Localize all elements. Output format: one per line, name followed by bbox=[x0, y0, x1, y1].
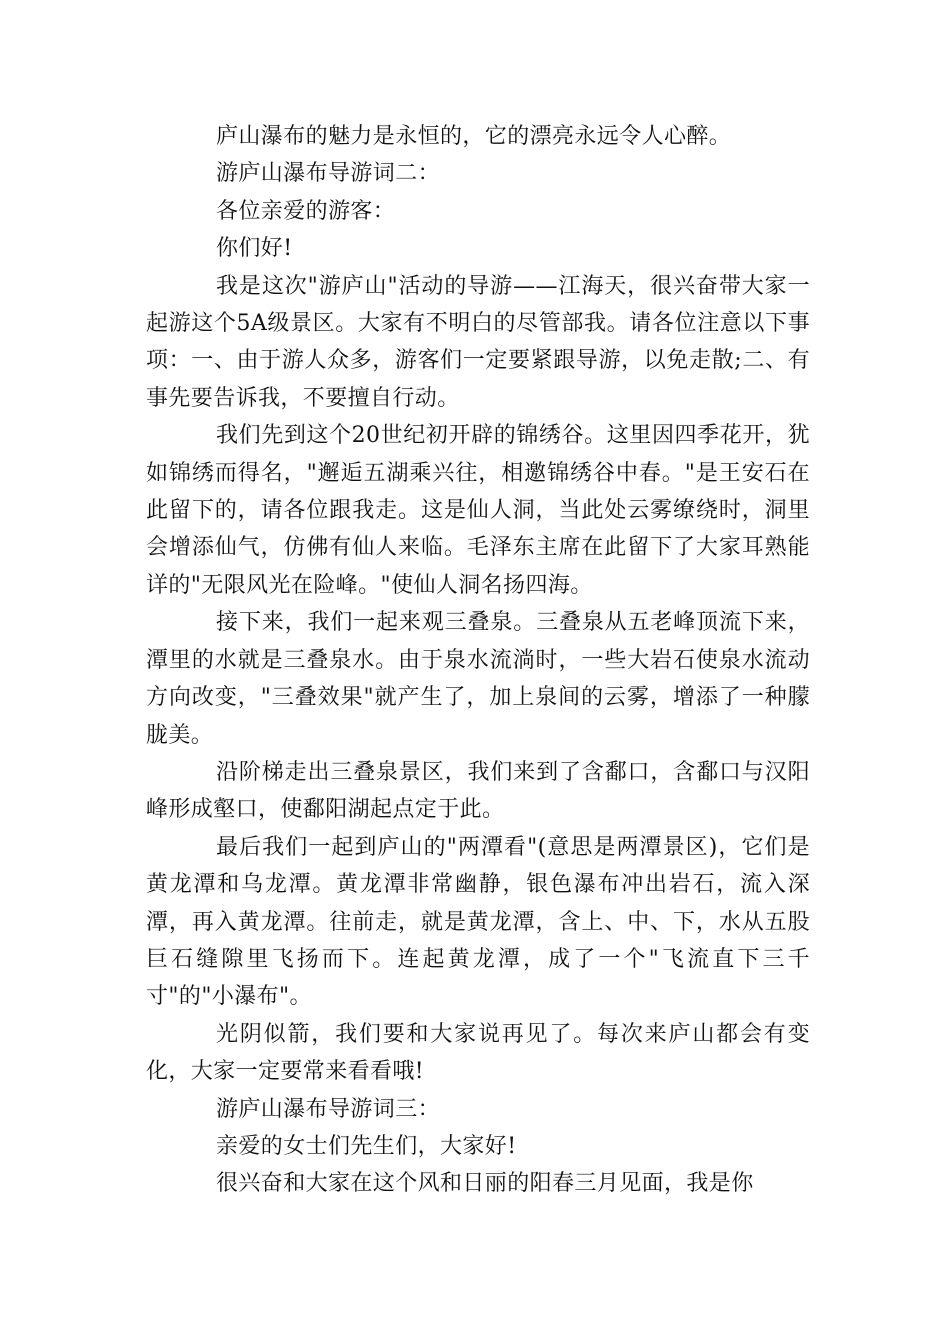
document-body bbox=[146, 118, 810, 1203]
paragraph-hanpokou: 沿阶梯走出三叠泉景区，我们来到了含鄱口，含鄱口与汉阳峰形成壑口，使鄱阳湖起点定于此。 bbox=[146, 759, 810, 823]
paragraph-two-pools: 最后我们一起到庐山的"两潭看"(意思是两潭景区)，它们是黄龙潭和乌龙潭。黄龙潭非常幽静，银色瀑布冲出岩石，流入深潭，再入黄龙潭。往前走，就是黄龙潭，含上、中、下，水从五股巨石缝隙里飞扬而下。连起黄龙潭，成了一个"飞流直下三千寸"的"小瀑布"。 bbox=[146, 834, 810, 1010]
salutation: 各位亲爱的游客： bbox=[216, 198, 396, 224]
section-heading-two: 游庐山瀑布导游词二： bbox=[216, 161, 441, 187]
paragraph-closing-line: 庐山瀑布的魅力是永恒的，它的漂亮永远令人心醉。 bbox=[216, 124, 732, 149]
paragraph-sandie-spring: 接下来，我们一起来观三叠泉。三叠泉从五老峰顶流下来，潭里的水就是三叠泉水。由于泉水流淌时，一些大岩石使泉水流动方向改变，"三叠效果"就产生了，加上泉间的云雾，增添了一种朦胧美。 bbox=[146, 610, 810, 748]
greeting: 你们好! bbox=[216, 236, 293, 262]
paragraph-farewell: 光阴似箭，我们要和大家说再见了。每次来庐山都会有变化，大家一定要常来看看哦! bbox=[146, 1021, 810, 1085]
paragraph-jinxiu-valley: 我们先到这个20世纪初开辟的锦绣谷。这里因四季花开，犹如锦绣而得名，"邂逅五湖乘兴往，相邀锦绣谷中春。"是王安石在此留下的，请各位跟我走。这是仙人洞，当此处云雾缭绕时，洞里会增添仙气，仿佛有仙人来临。毛泽东主席在此留下了大家耳熟能详的"无限风光在险峰。"使仙人洞名扬四海。 bbox=[146, 423, 810, 598]
greeting-three: 亲爱的女士们先生们，大家好! bbox=[216, 1133, 517, 1159]
paragraph-opening-three: 很兴奋和大家在这个风和日丽的阳春三月见面，我是你 bbox=[216, 1171, 754, 1197]
paragraph-introduction: 我是这次"游庐山"活动的导游——江海天，很兴奋带大家一起游这个5A级景区。大家有不明白的尽管部我。请各位注意以下事项：一、由于游人众多，游客们一定要紧跟导游，以免走散;二、有事先要告诉我，不要擅自行动。 bbox=[146, 273, 810, 411]
section-heading-three: 游庐山瀑布导游词三： bbox=[216, 1096, 441, 1122]
